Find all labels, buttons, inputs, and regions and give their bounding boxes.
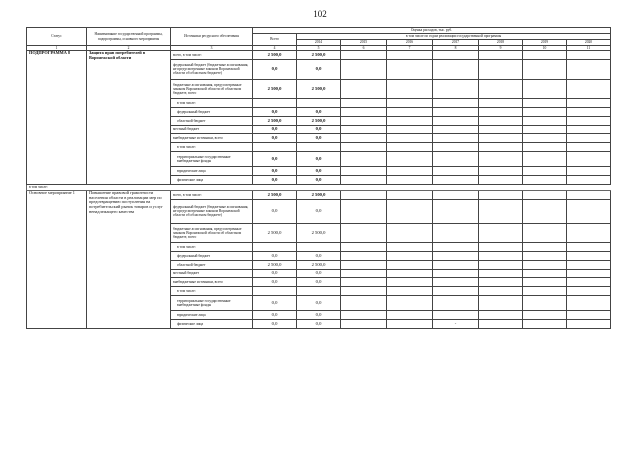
empty-year-cell	[341, 243, 387, 252]
header-year: 2015	[341, 40, 387, 46]
year-2014-value: 0,0	[297, 167, 341, 176]
empty-year-cell	[341, 125, 387, 134]
empty-year-cell	[433, 287, 479, 296]
empty-year-cell	[341, 319, 387, 328]
empty-year-cell	[567, 125, 611, 134]
empty-year-cell	[523, 151, 567, 166]
total-value: 2 500,0	[253, 51, 297, 60]
column-number: 3	[171, 46, 253, 51]
empty-year-cell	[523, 243, 567, 252]
empty-year-cell	[523, 99, 567, 108]
empty-year-cell	[387, 143, 433, 152]
empty-year-cell	[479, 99, 523, 108]
empty-year-cell	[341, 79, 387, 99]
source-label: в том числе:	[171, 143, 253, 152]
total-value: 0,0	[253, 175, 297, 184]
empty-year-cell	[433, 116, 479, 125]
column-number: 10	[523, 46, 567, 51]
empty-year-cell	[433, 190, 479, 199]
empty-year-cell	[479, 199, 523, 223]
divider-label: в том числе:	[27, 184, 611, 190]
total-value: 0,0	[253, 269, 297, 278]
empty-year-cell	[433, 134, 479, 143]
empty-year-cell	[387, 199, 433, 223]
total-value: 0,0	[253, 295, 297, 310]
empty-year-cell	[479, 190, 523, 199]
empty-year-cell	[433, 99, 479, 108]
source-label: федеральный бюджет	[171, 251, 253, 260]
total-value: 2 500,0	[253, 79, 297, 99]
empty-year-cell	[523, 311, 567, 320]
empty-year-cell	[387, 269, 433, 278]
empty-year-cell	[387, 319, 433, 328]
source-label: областной бюджет	[171, 116, 253, 125]
name-cell: Повышение правовой грамотности населения области в реализации мер по предотвращению поступления на потребительский рынок товаров и услуг ненадлежащего качества	[87, 190, 171, 328]
year-2014-value: 0,0	[297, 175, 341, 184]
source-label: бюджетные ассигнования, предусмотренные законом Воронежской области об областном бюджете, всего	[171, 79, 253, 99]
source-label: местный бюджет	[171, 125, 253, 134]
total-value: 0,0	[253, 278, 297, 287]
empty-year-cell	[433, 199, 479, 223]
empty-year-cell	[341, 51, 387, 60]
empty-year-cell	[479, 251, 523, 260]
year-2014-value: 0,0	[297, 311, 341, 320]
total-value	[253, 143, 297, 152]
empty-year-cell	[567, 251, 611, 260]
total-value: 0,0	[253, 199, 297, 223]
empty-year-cell	[567, 243, 611, 252]
source-label: всего, в том числе:	[171, 190, 253, 199]
empty-year-cell	[433, 107, 479, 116]
source-label: в том числе:	[171, 99, 253, 108]
empty-year-cell	[567, 278, 611, 287]
empty-year-cell	[479, 107, 523, 116]
total-value: 2 500,0	[253, 260, 297, 269]
empty-year-cell	[433, 251, 479, 260]
source-label: юридические лица	[171, 167, 253, 176]
year-2014-value: 2 500,0	[297, 223, 341, 243]
source-label: в том числе:	[171, 287, 253, 296]
empty-year-cell	[479, 295, 523, 310]
empty-year-cell	[523, 134, 567, 143]
empty-year-cell	[433, 51, 479, 60]
empty-year-cell	[341, 99, 387, 108]
empty-year-cell	[341, 311, 387, 320]
source-label: федеральный бюджет (бюджетные ассигнования, не предусмотренные законом Воронежской области об областном бюджете)	[171, 199, 253, 223]
empty-year-cell	[479, 60, 523, 80]
empty-year-cell	[523, 143, 567, 152]
empty-year-cell	[523, 251, 567, 260]
empty-year-cell	[341, 151, 387, 166]
empty-year-cell	[433, 223, 479, 243]
year-2014-value: 2 500,0	[297, 190, 341, 199]
empty-year-cell	[341, 134, 387, 143]
status-cell: ПОДПРОГРАММА 8	[27, 51, 87, 185]
header-status: Статус	[27, 28, 87, 46]
header-year: 2018	[479, 40, 523, 46]
year-2014-value: 0,0	[297, 251, 341, 260]
source-label: юридические лица	[171, 311, 253, 320]
empty-year-cell	[567, 311, 611, 320]
empty-year-cell	[341, 167, 387, 176]
empty-year-cell	[523, 199, 567, 223]
empty-year-cell	[387, 295, 433, 310]
total-value: 0,0	[253, 251, 297, 260]
header-name: Наименование государственной программы, подпрограммы, основного мероприятия	[87, 28, 171, 46]
empty-year-cell	[433, 260, 479, 269]
empty-year-cell	[479, 223, 523, 243]
header-year: 2019	[523, 40, 567, 46]
year-2014-value: 0,0	[297, 107, 341, 116]
page-number: 102	[313, 9, 327, 19]
empty-year-cell	[479, 167, 523, 176]
header-year: 2016	[387, 40, 433, 46]
source-label: территориальные государственные внебюджетные фонды	[171, 151, 253, 166]
empty-year-cell	[341, 143, 387, 152]
status-cell: Основное мероприятие 1	[27, 190, 87, 328]
empty-year-cell	[341, 278, 387, 287]
total-value	[253, 99, 297, 108]
empty-year-cell	[479, 260, 523, 269]
year-2014-value: 2 500,0	[297, 260, 341, 269]
header-year: 2014	[297, 40, 341, 46]
empty-year-cell	[479, 51, 523, 60]
empty-year-cell	[387, 243, 433, 252]
empty-year-cell	[433, 243, 479, 252]
year-2014-value: 0,0	[297, 319, 341, 328]
table-row	[27, 190, 611, 199]
empty-year-cell	[567, 295, 611, 310]
source-label: территориальные государственные внебюджетные фонды	[171, 295, 253, 310]
empty-year-cell	[567, 223, 611, 243]
empty-year-cell	[523, 125, 567, 134]
empty-year-cell	[387, 287, 433, 296]
empty-year-cell	[523, 260, 567, 269]
source-label: федеральный бюджет (бюджетные ассигнования, не предусмотренные законом Воронежской области об областном бюджете)	[171, 60, 253, 80]
empty-year-cell	[433, 175, 479, 184]
empty-year-cell	[479, 175, 523, 184]
header-source: Источники ресурсного обеспечения	[171, 28, 253, 46]
empty-year-cell	[479, 143, 523, 152]
empty-year-cell	[387, 51, 433, 60]
empty-year-cell	[567, 269, 611, 278]
empty-year-cell	[433, 311, 479, 320]
empty-year-cell	[341, 269, 387, 278]
year-2014-value: 0,0	[297, 60, 341, 80]
empty-year-cell	[523, 60, 567, 80]
empty-year-cell	[387, 175, 433, 184]
year-2014-value	[297, 243, 341, 252]
total-value	[253, 287, 297, 296]
column-number: 2	[87, 46, 171, 51]
source-label: бюджетные ассигнования, предусмотренные законом Воронежской области об областном бюджете, всего	[171, 223, 253, 243]
empty-year-cell	[479, 151, 523, 166]
empty-year-cell	[567, 143, 611, 152]
empty-year-cell	[433, 167, 479, 176]
empty-year-cell	[341, 287, 387, 296]
empty-year-cell	[567, 260, 611, 269]
source-label: местный бюджет	[171, 269, 253, 278]
total-value: 0,0	[253, 311, 297, 320]
empty-year-cell	[387, 79, 433, 99]
empty-year-cell	[479, 319, 523, 328]
empty-year-cell	[567, 60, 611, 80]
budget-table	[26, 27, 611, 329]
empty-year-cell	[523, 319, 567, 328]
total-value: 0,0	[253, 167, 297, 176]
empty-year-cell	[567, 199, 611, 223]
year-2014-value: 2 500,0	[297, 116, 341, 125]
empty-year-cell	[387, 260, 433, 269]
column-number: 1	[27, 46, 87, 51]
empty-year-cell	[567, 190, 611, 199]
column-number: 7	[387, 46, 433, 51]
year-2014-value: 2 500,0	[297, 51, 341, 60]
empty-year-cell	[341, 251, 387, 260]
header-estimate: Оценка расходов, тыс. руб.	[253, 28, 611, 34]
source-label: федеральный бюджет	[171, 107, 253, 116]
empty-year-cell	[387, 60, 433, 80]
empty-year-cell	[387, 251, 433, 260]
empty-year-cell	[341, 107, 387, 116]
name-cell: Защита прав потребителей в Воронежской области	[87, 51, 171, 185]
empty-year-cell	[523, 278, 567, 287]
empty-year-cell	[567, 107, 611, 116]
total-value	[253, 243, 297, 252]
empty-year-cell	[567, 79, 611, 99]
header-year: 2017	[433, 40, 479, 46]
empty-year-cell	[523, 175, 567, 184]
year-2014-value: 0,0	[297, 199, 341, 223]
source-label: в том числе:	[171, 243, 253, 252]
empty-year-cell	[479, 134, 523, 143]
empty-year-cell	[387, 107, 433, 116]
table-header	[27, 28, 611, 51]
empty-year-cell	[479, 269, 523, 278]
empty-year-cell	[433, 143, 479, 152]
source-label: физические лица	[171, 175, 253, 184]
empty-year-cell	[523, 295, 567, 310]
empty-year-cell	[387, 99, 433, 108]
empty-year-cell	[567, 134, 611, 143]
empty-year-cell	[567, 175, 611, 184]
source-label: физические лица	[171, 319, 253, 328]
empty-year-cell	[567, 151, 611, 166]
empty-year-cell	[523, 116, 567, 125]
year-2014-value: 0,0	[297, 151, 341, 166]
empty-year-cell	[523, 190, 567, 199]
empty-year-cell	[567, 167, 611, 176]
empty-year-cell	[341, 295, 387, 310]
empty-year-cell	[567, 116, 611, 125]
total-value: 0,0	[253, 60, 297, 80]
empty-year-cell	[387, 116, 433, 125]
empty-year-cell	[387, 311, 433, 320]
total-value: 0,0	[253, 319, 297, 328]
empty-year-cell	[387, 190, 433, 199]
empty-year-cell	[479, 79, 523, 99]
budget-table-sheet	[26, 27, 610, 450]
column-number: 5	[297, 46, 341, 51]
empty-year-cell: -	[433, 319, 479, 328]
year-2014-value	[297, 99, 341, 108]
year-2014-value: 2 500,0	[297, 79, 341, 99]
empty-year-cell	[479, 243, 523, 252]
empty-year-cell	[433, 278, 479, 287]
total-value: 0,0	[253, 151, 297, 166]
empty-year-cell	[341, 116, 387, 125]
empty-year-cell	[523, 223, 567, 243]
empty-year-cell	[387, 223, 433, 243]
header-year: 2020	[567, 40, 611, 46]
empty-year-cell	[433, 269, 479, 278]
year-2014-value: 0,0	[297, 125, 341, 134]
source-label: внебюджетные источники, всего	[171, 134, 253, 143]
empty-year-cell	[479, 311, 523, 320]
empty-year-cell	[341, 223, 387, 243]
empty-year-cell	[387, 278, 433, 287]
empty-year-cell	[479, 125, 523, 134]
empty-year-cell	[341, 260, 387, 269]
empty-year-cell	[433, 125, 479, 134]
empty-year-cell	[523, 269, 567, 278]
empty-year-cell	[341, 175, 387, 184]
column-number: 9	[479, 46, 523, 51]
empty-year-cell	[567, 51, 611, 60]
header-total: Всего	[253, 34, 297, 46]
empty-year-cell	[523, 167, 567, 176]
source-label: всего, в том числе:	[171, 51, 253, 60]
empty-year-cell	[567, 287, 611, 296]
year-2014-value: 0,0	[297, 278, 341, 287]
empty-year-cell	[387, 125, 433, 134]
empty-year-cell	[523, 79, 567, 99]
total-value: 2 500,0	[253, 116, 297, 125]
column-number: 4	[253, 46, 297, 51]
table-row	[27, 51, 611, 60]
source-label: внебюджетные источники, всего	[171, 278, 253, 287]
empty-year-cell	[387, 167, 433, 176]
source-label: областной бюджет	[171, 260, 253, 269]
empty-year-cell	[387, 134, 433, 143]
column-number: 6	[341, 46, 387, 51]
empty-year-cell	[433, 151, 479, 166]
total-value: 2 500,0	[253, 190, 297, 199]
empty-year-cell	[479, 116, 523, 125]
empty-year-cell	[387, 151, 433, 166]
total-value: 2 500,0	[253, 223, 297, 243]
empty-year-cell	[341, 60, 387, 80]
header-by-years: в том числе по годам реализации государственной программы	[297, 34, 611, 40]
empty-year-cell	[523, 287, 567, 296]
total-value: 0,0	[253, 107, 297, 116]
empty-year-cell	[341, 199, 387, 223]
year-2014-value	[297, 287, 341, 296]
column-number: 8	[433, 46, 479, 51]
empty-year-cell	[433, 295, 479, 310]
empty-year-cell	[523, 107, 567, 116]
total-value: 0,0	[253, 125, 297, 134]
empty-year-cell	[479, 287, 523, 296]
year-2014-value: 0,0	[297, 295, 341, 310]
empty-year-cell	[523, 51, 567, 60]
empty-year-cell	[567, 319, 611, 328]
year-2014-value	[297, 143, 341, 152]
empty-year-cell	[567, 99, 611, 108]
column-number: 11	[567, 46, 611, 51]
total-value: 0,0	[253, 134, 297, 143]
empty-year-cell	[341, 190, 387, 199]
empty-year-cell	[479, 278, 523, 287]
year-2014-value: 0,0	[297, 134, 341, 143]
empty-year-cell	[433, 79, 479, 99]
year-2014-value: 0,0	[297, 269, 341, 278]
empty-year-cell	[433, 60, 479, 80]
